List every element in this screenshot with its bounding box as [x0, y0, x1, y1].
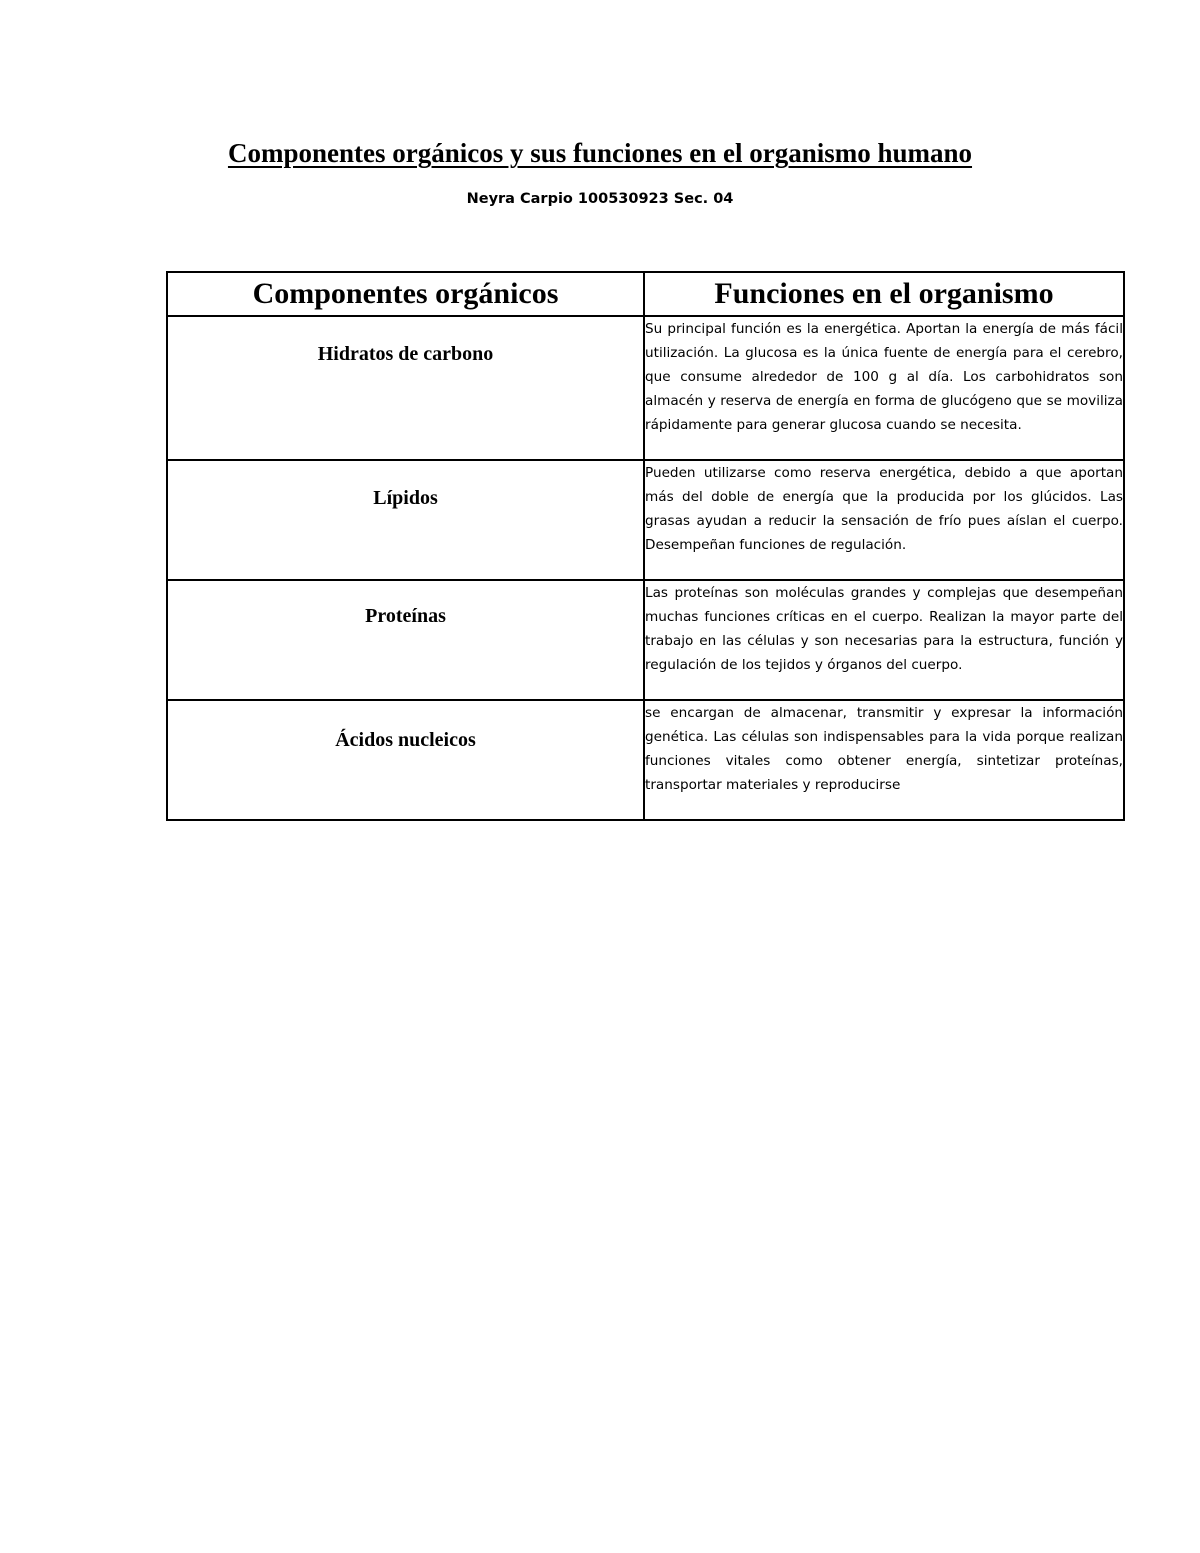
column-header-components: Componentes orgánicos — [167, 272, 644, 316]
table-row — [167, 700, 1124, 820]
function-description: se encargan de almacenar, transmitir y expresar la información genética. Las células son indispensables para la vida porque realizan funciones vitales como obtener energía, sintetizar proteínas, transportar materiales y reproducirse — [644, 700, 1124, 820]
table-row — [167, 316, 1124, 460]
component-name-cell — [167, 700, 644, 820]
table-row — [167, 460, 1124, 580]
component-name: Proteínas — [365, 605, 446, 627]
table-header-row — [167, 272, 1124, 316]
author-line: Neyra Carpio 100530923 Sec. 04 — [466, 191, 734, 207]
column-header-functions: Funciones en el organismo — [644, 272, 1124, 316]
component-name: Lípidos — [373, 487, 438, 509]
page-title: Componentes orgánicos y sus funciones en el organismo humano — [227, 138, 973, 168]
table-row — [167, 580, 1124, 700]
component-name: Ácidos nucleicos — [335, 729, 476, 751]
function-description: Pueden utilizarse como reserva energética, debido a que aportan más del doble de energía que la producida por los glúcidos. Las grasas ayudan a reducir la sensación de frío pues aíslan el cuerpo. Desempeñan funciones de regulación. — [644, 460, 1124, 580]
component-name-cell — [167, 316, 644, 460]
component-name-cell — [167, 460, 644, 580]
function-description: Las proteínas son moléculas grandes y complejas que desempeñan muchas funciones críticas en el cuerpo. Realizan la mayor parte del trabajo en las células y son necesarias para la estructura, función y regulación de los tejidos y órganos del cuerpo. — [644, 580, 1124, 700]
component-name-cell — [167, 580, 644, 700]
function-description: Su principal función es la energética. Aportan la energía de más fácil utilización. La glucosa es la única fuente de energía para el cerebro, que consume alrededor de 100 g al día. Los carbohidratos son almacén y reserva de energía en forma de glucógeno que se moviliza rápidamente para generar glucosa cuando se necesita. — [644, 316, 1124, 460]
components-table — [166, 271, 1125, 821]
component-name: Hidratos de carbono — [317, 343, 494, 365]
